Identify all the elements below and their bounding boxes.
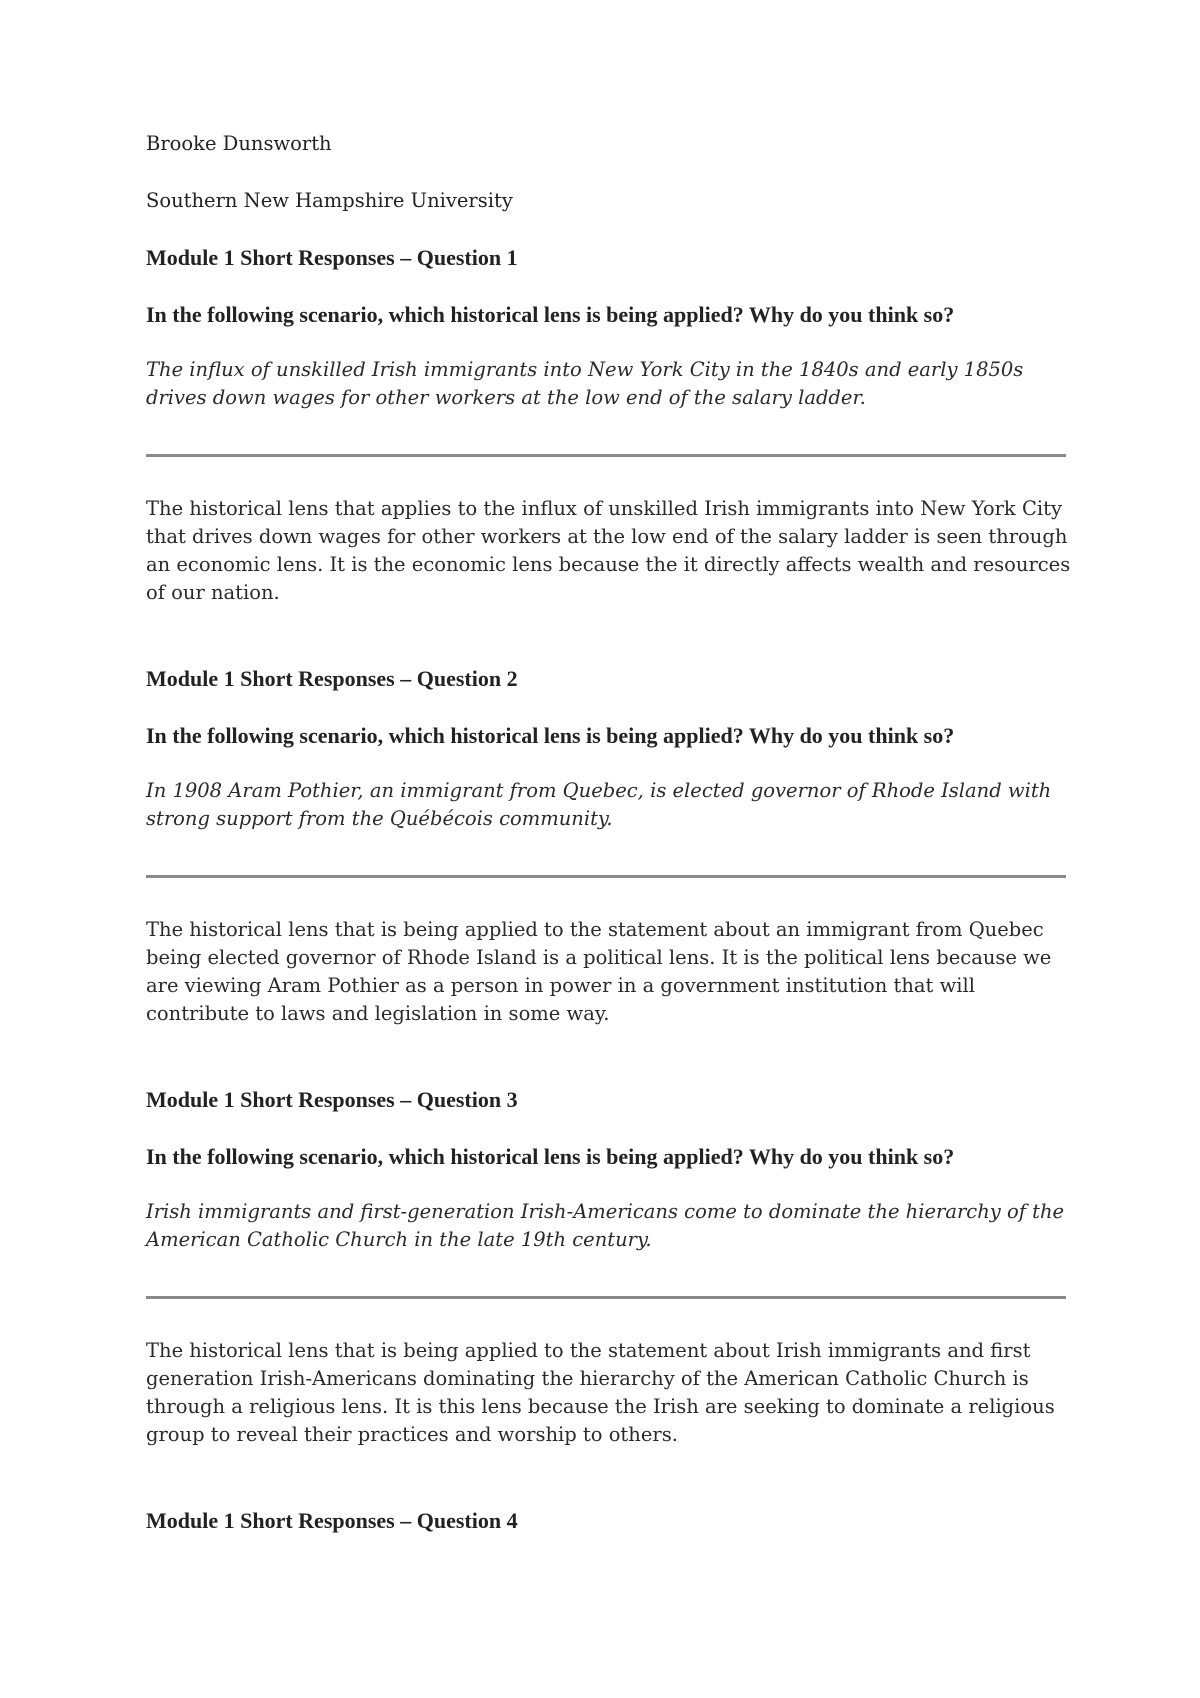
answer-line: being elected governor of Rhode Island is a political lens. It is the political lens because we [146,946,1052,969]
scenario-text [146,356,1066,412]
question-section-3 [146,1086,1066,1449]
answer-text [146,1337,1066,1449]
scenario-text [146,1198,1066,1254]
question-section-1 [146,244,1071,607]
scenario-line: Irish immigrants and first-generation Irish-Americans come to dominate the hierarchy of the [146,1200,1065,1223]
answer-line: through a religious lens. It is this lens because the Irish are seeking to dominate a religious [146,1395,1055,1418]
question-heading: Module 1 Short Responses – Question 2 [146,666,518,691]
question-heading: Module 1 Short Responses – Question 1 [146,245,518,270]
author-name: Brooke Dunsworth [146,132,332,155]
question-prompt: In the following scenario, which historical lens is being applied? Why do you think so? [146,1144,955,1169]
answer-line: The historical lens that is being applied to the statement about Irish immigrants and first [146,1339,1031,1362]
scenario-line: The influx of unskilled Irish immigrants into New York City in the 1840s and early 1850s [146,358,1024,381]
divider [146,1296,1066,1299]
document-page [146,130,1071,1564]
scenario-text [146,777,1066,833]
answer-line: generation Irish-Americans dominating the hierarchy of the American Catholic Church is [146,1367,1029,1390]
answer-line: contribute to laws and legislation in some way. [146,1002,610,1025]
answer-line: of our nation. [146,581,280,604]
scenario-line: American Catholic Church in the late 19th century. [146,1228,652,1251]
question-heading: Module 1 Short Responses – Question 3 [146,1087,518,1112]
answer-line: are viewing Aram Pothier as a person in power in a government institution that will [146,974,975,997]
divider [146,875,1066,878]
answer-text [146,495,1071,607]
divider [146,454,1066,457]
question-section-2 [146,665,1066,1028]
answer-line: The historical lens that applies to the influx of unskilled Irish immigrants into New York City [146,497,1062,520]
answer-line: The historical lens that is being applied to the statement about an immigrant from Quebec [146,918,1044,941]
answer-line: an economic lens. It is the economic lens because the it directly affects wealth and resources [146,553,1071,576]
scenario-line: drives down wages for other workers at the low end of the salary ladder. [146,386,866,409]
answer-text [146,916,1066,1028]
question-heading-4: Module 1 Short Responses – Question 4 [146,1508,518,1533]
scenario-line: strong support from the Québécois community. [146,807,613,830]
answer-line: group to reveal their practices and worship to others. [146,1423,678,1446]
answer-line: that drives down wages for other workers at the low end of the salary ladder is seen through [146,525,1068,548]
school-name: Southern New Hampshire University [146,189,513,212]
question-prompt: In the following scenario, which historical lens is being applied? Why do you think so? [146,723,955,748]
question-prompt: In the following scenario, which historical lens is being applied? Why do you think so? [146,302,955,327]
scenario-line: In 1908 Aram Pothier, an immigrant from Quebec, is elected governor of Rhode Island with [146,779,1052,802]
